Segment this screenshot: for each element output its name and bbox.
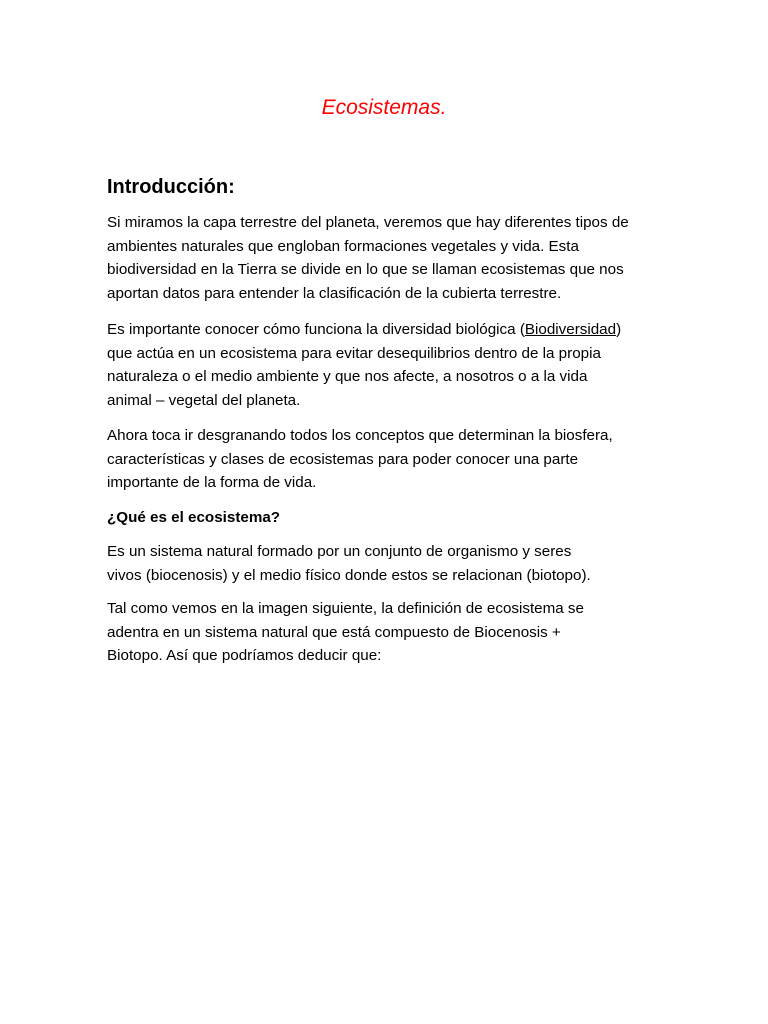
- paragraph-1: [107, 211, 667, 305]
- biodiversidad-link[interactable]: Biodiversidad: [524, 321, 617, 338]
- paragraph-line: Tal como vemos en la imagen siguiente, la definición de ecosistema se: [107, 600, 584, 617]
- paragraph-line: ambientes naturales que engloban formaciones vegetales y vida. Esta: [107, 237, 579, 255]
- paragraph-line: adentra en un sistema natural que está compuesto de Biocenosis +: [107, 623, 561, 641]
- paragraph-line: naturaleza o el medio ambiente y que nos afecte, a nosotros o a la vida: [107, 368, 588, 385]
- paragraph-text: ): [616, 321, 622, 338]
- paragraph-line: características y clases de ecosistemas para poder conocer una parte: [107, 450, 579, 468]
- paragraph-2: [107, 318, 667, 412]
- paragraph-5: [107, 597, 667, 668]
- paragraph-line: Ahora toca ir desgranando todos los conceptos que determinan la biosfera,: [107, 427, 613, 444]
- paragraph-line: que actúa en un ecosistema para evitar desequilibrios dentro de la propia: [107, 344, 601, 362]
- paragraph-line: animal – vegetal del planeta.: [107, 391, 301, 409]
- paragraph-line: Si miramos la capa terrestre del planeta, veremos que hay diferentes tipos de: [107, 214, 629, 231]
- paragraph-line: aportan datos para entender la clasificación de la cubierta terrestre.: [107, 284, 562, 302]
- paragraph-line: Biotopo. Así que podríamos deducir que:: [107, 647, 382, 664]
- question-heading: ¿Qué es el ecosistema?: [107, 509, 281, 526]
- paragraph-text: Es importante conocer cómo funciona la diversidad biológica (: [107, 321, 525, 338]
- intro-heading: Introducción:: [107, 176, 235, 198]
- paragraph-4: [107, 540, 667, 587]
- paragraph-line: Es un sistema natural formado por un conjunto de organismo y seres: [107, 543, 572, 560]
- document-title: Ecosistemas.: [321, 96, 447, 119]
- paragraph-line: biodiversidad en la Tierra se divide en lo que se llaman ecosistemas que nos: [107, 261, 624, 278]
- paragraph-line: [107, 318, 667, 342]
- paragraph-line: importante de la forma de vida.: [107, 474, 317, 491]
- paragraph-line: vivos (biocenosis) y el medio físico donde estos se relacionan (biotopo).: [107, 566, 591, 584]
- paragraph-3: [107, 424, 667, 495]
